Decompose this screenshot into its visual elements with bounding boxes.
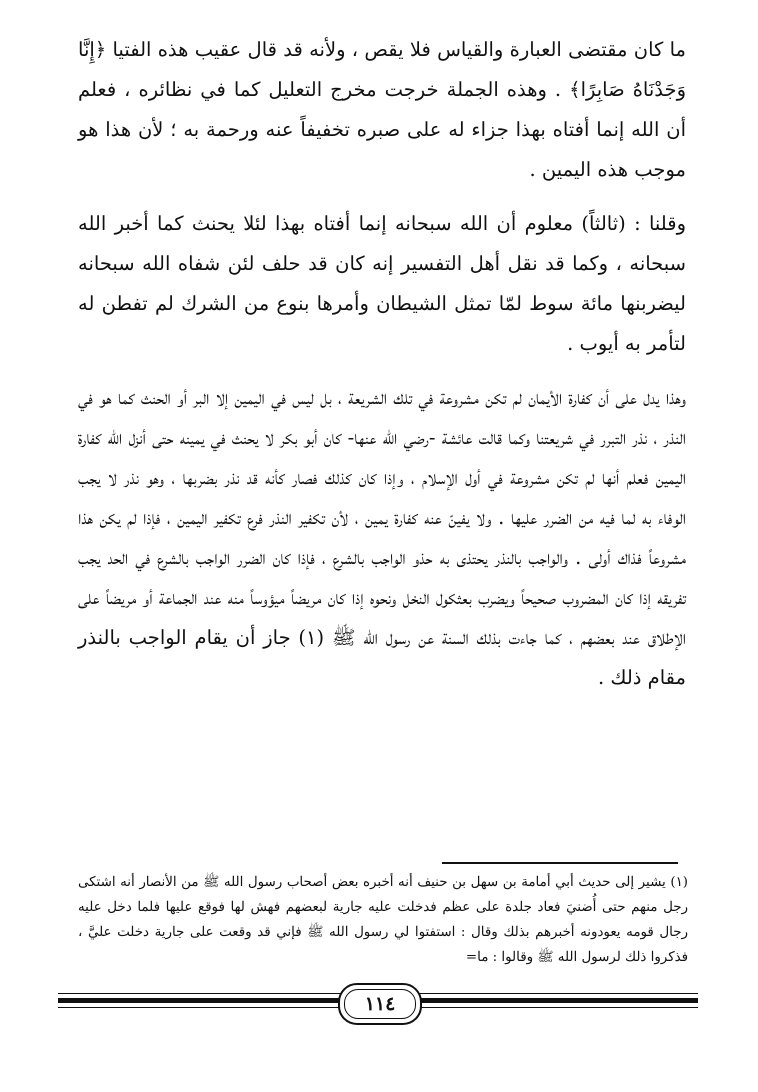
page-number bbox=[338, 983, 422, 1025]
paragraph-1: ما كان مقتضى العبارة والقياس فلا يقص ، ولأنه قد قال عقيب هذه الفتيا ﴿إِنَّا وَجَدْنَاهُ صَابِرًا﴾ . وهذه الجملة خرجت مخرج التعليل كما في نظائره ، فعلم أن الله إنما أفتاه بهذا جزاء له على صبره تخفيفاً عنه ورحمة به ؛ لأن هذا هو موجب هذه اليمين . bbox=[78, 38, 686, 181]
main-text bbox=[78, 30, 686, 712]
paragraph-3: وهذا يدل على أن كفارة الأيمان لم تكن مشروعة في تلك الشريعة ، بل ليس في اليمين إلا البر أو الحنث كما هو في النذر ، نذر التبرر في شريعتنا وكما قالت عائشة -رضي الله عنها- كان أبو بكر لا يحنث في يمينه حتى أنزل الله كفارة اليمين فعلم أنها لم تكن مشروعة في أول الإسلام ، وإذا كان كذلك فصار كأنه قد نذر بضربها ، وهو نذر لا يجب الوفاء به لما فيه من الضرر عليها . ولا يفينّ عنه كفارة يمين ، لأن تكفير النذر فرع تكفير اليمين ، فإذا لم يكن هذا مشروعاً فذاك أولى . والواجب بالنذر يحتذى به حذو الواجب بالشرع ، فإذا كان الضرر الواجب بالشرع في الحد يجب تفريقه إذا كان المضروب صحيحاً ويضرب بعثكول النخل ونحوه إذا كان مريضاً ميؤوساً منه عند الجماعة أو مريضاً على الإطلاق عند بعضهم ، كما جاءت بذلك السنة عن رسول الله ﷺ (١) جاز أن يقام الواجب بالنذر مقام ذلك . bbox=[78, 386, 686, 689]
page-number-text: ١١٤ bbox=[364, 993, 396, 1015]
footnote bbox=[78, 870, 688, 970]
footnote-text: (١) يشير إلى حديث أبي أمامة بن سهل بن حنيف أنه أخبره بعض أصحاب رسول الله ﷺ من الأنصار أنه اشتكى رجل منهم حتى أُضنيَ فعاد جلدة على عظم فدخلت عليه جارية لبعضهم فهش لها فوقع عليها فلما دخل عليه رجال قومه يعودونه أخبرهم بذلك وقال : استفتوا لي رسول الله ﷺ فإني قد وقعت على جارية دخلت عليَّ ، فذكروا ذلك لرسول الله ﷺ وقالوا : ما= bbox=[78, 875, 688, 965]
paragraph-2: وقلنا : (ثالثاً) معلوم أن الله سبحانه إنما أفتاه بهذا لئلا يحنث كما أخبر الله سبحانه ، وكما قد نقل أهل التفسير إنه كان قد حلف لئن شفاه الله سبحانه ليضربنها مائة سوط لمّا تمثل الشيطان وأمرها بنوع من الشرك لم تفطن له لتأمر به أيوب . bbox=[78, 212, 686, 355]
footnote-separator bbox=[442, 862, 678, 864]
